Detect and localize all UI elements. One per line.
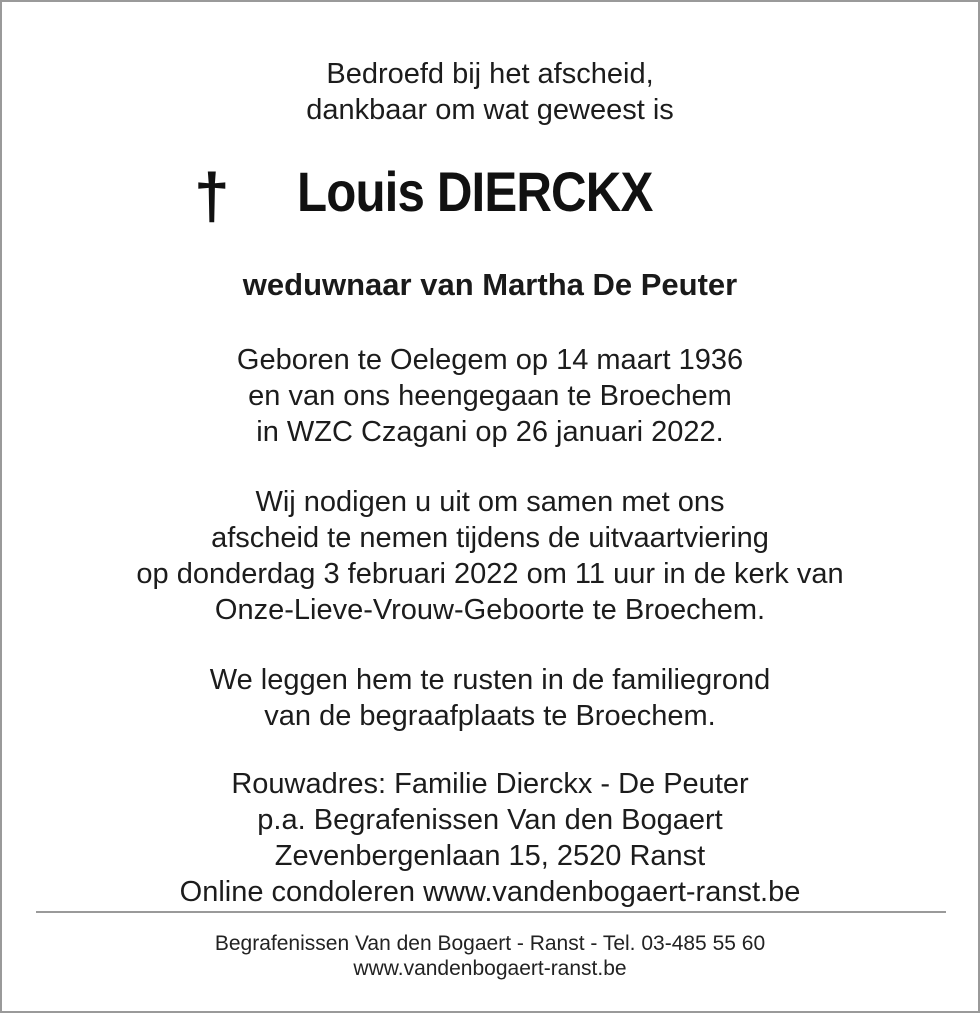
deceased-name: Louis DIERCKX	[297, 160, 653, 223]
death-date-line: in WZC Czagani op 26 januari 2022.	[256, 416, 724, 448]
funeral-home-line: Begrafenissen Van den Bogaert - Ranst - Tel. 03-485 55 60	[214, 932, 766, 955]
contact-street-line: Zevenbergenlaan 15, 2520 Ranst	[274, 840, 706, 872]
ceremony-line-4: Onze-Lieve-Vrouw-Geboorte te Broechem.	[214, 594, 766, 626]
death-place-line: en van ons heengegaan te Broechem	[248, 380, 732, 412]
cross-icon: †	[194, 160, 230, 232]
deceased-name-row	[2, 154, 978, 234]
ceremony-line-3: op donderdag 3 februari 2022 om 11 uur in de kerk van	[136, 558, 844, 590]
contact-care-of-line: p.a. Begrafenissen Van den Bogaert	[257, 804, 723, 836]
intro-line-2: dankbaar om wat geweest is	[306, 94, 674, 126]
ceremony-line-1: Wij nodigen u uit om samen met ons	[255, 486, 725, 518]
burial-line-1: We leggen hem te rusten in de familiegrond	[209, 664, 771, 696]
intro-line-1: Bedroefd bij het afscheid,	[326, 58, 654, 90]
ceremony-line-2: afscheid te nemen tijdens de uitvaartviering	[211, 522, 769, 554]
widower-subtitle: weduwnaar van Martha De Peuter	[242, 267, 738, 302]
footer-divider	[36, 911, 946, 913]
contact-address-line: Rouwadres: Familie Dierckx - De Peuter	[231, 768, 749, 800]
birth-line: Geboren te Oelegem op 14 maart 1936	[236, 344, 744, 376]
burial-line-2: van de begraafplaats te Broechem.	[264, 700, 716, 732]
online-condolence-line: Online condoleren www.vandenbogaert-ranst.be	[179, 876, 801, 908]
funeral-home-website: www.vandenbogaert-ranst.be	[353, 957, 627, 980]
